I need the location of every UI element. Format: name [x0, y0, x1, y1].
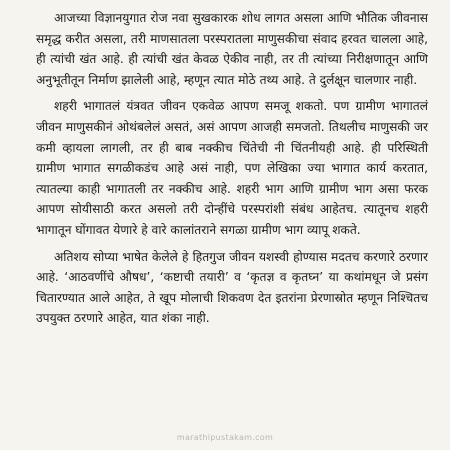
- paragraph-2: शहरी भागातलं यंत्रवत जीवन एकवेळ आपण समजू शकतो. पण ग्रामीण भागातलं जीवन माणुसकीनं ओथंबलेलं असतं, असं आपण आजही समजतो. तिथलीच माणुसकी जर कमी व्हायला लागली, तर ही बाब नक्कीच चिंतेची नी चिंतनीयही आहे. ही परिस्थिती ग्रामीण भागात सगळीकडंच आहे असं नाही, पण लेखिका ज्या भागात कार्य करतात, त्यातल्या काही भागातली तर नक्कीच आहे. शहरी भाग आणि ग्रामीण भाग असा फरक आपण सोयीसाठी करत असलो तरी दोन्हींचे परस्परांशी संबंध आहेतच. त्यातूनच शहरी भागातून घोंगावत येणारे हे वारे कालांतराने सगळा ग्रामीण भाग व्यापू शकते.: [36, 99, 428, 237]
- watermark: marathipustakam.com: [176, 433, 274, 443]
- paragraph-3: अतिशय सोप्या भाषेत केलेले हे हितगुज जीवन यशस्वी होण्यास मदतच करणारे ठरणार आहे. ‘आठवणींचे औषध’, ‘कष्टाची तयारी’ व ‘कृतज्ञ व कृतघ्न’ या कथांमधून जे प्रसंग चितारण्यात आले आहेत, ते खूप मोलाची शिकवण देत इतरांना प्रेरणास्रोत म्हणून निश्चितच उपयुक्त ठरणारे आहेत, यात शंका नाही.: [36, 249, 428, 326]
- paragraph-1: आजच्या विज्ञानयुगात रोज नवा सुखकारक शोध लागत असला आणि भौतिक जीवनास समृद्ध करीत असला, तरी माणसातला परस्परातला माणुसकीचा संवाद हरवत चालला आहे, ही त्यांची खंत आहे. ही त्यांची खंत केवळ ऐकीव नाही, तर ती त्यांच्या निरीक्षणातून आणि अनुभूतीतून निर्माण झालेली आहे, म्हणून त्यात मोठे तथ्य आहे. ते दुर्लक्षून चालणार नाही.: [36, 11, 428, 87]
